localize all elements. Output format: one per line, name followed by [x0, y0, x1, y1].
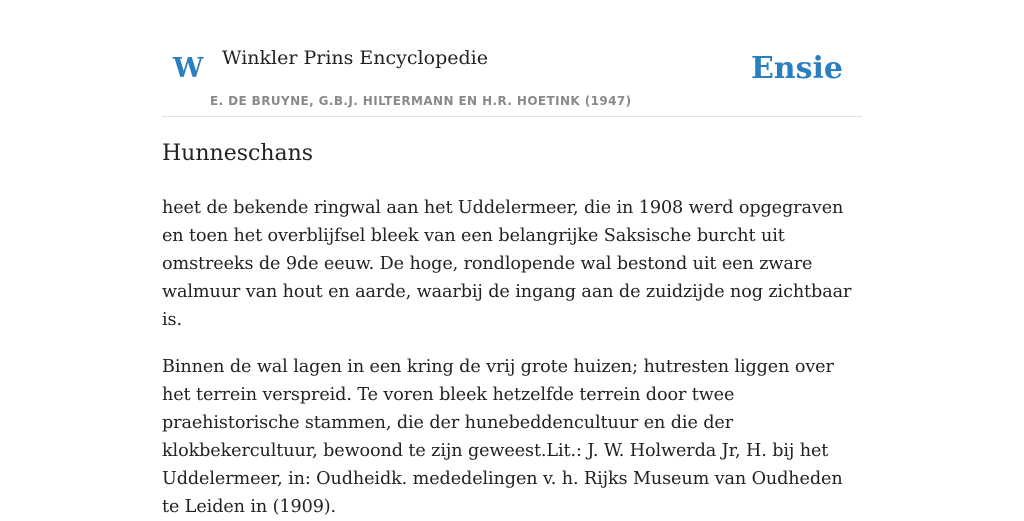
book-header — [162, 0, 862, 117]
article-paragraph: Binnen de wal lagen in een kring de vrij grote huizen; hutresten liggen over het terrein verspreid. Te voren bleek hetzelfde terrein door twee praehistorische stammen, die der hunebeddencultuur en die der klokbekercultuur, bewoond te zijn geweest.Lit.: J. W. Holwerda Jr, H. bij het Uddelermeer, in: Oudheidk. mededelingen v. h. Rijks Museum van Oudheden te Leiden in (1909). — [162, 357, 843, 517]
site-logo[interactable]: Ensie — [750, 51, 843, 86]
book-authors: E. DE BRUYNE, G.B.J. HILTERMANN EN H.R. HOETINK (1947) — [210, 94, 632, 108]
article-title: Hunneschans — [162, 141, 314, 166]
book-title[interactable]: Winkler Prins Encyclopedie — [222, 47, 488, 69]
article-paragraph: heet de bekende ringwal aan het Uddelermeer, die in 1908 werd opgegraven en toen het overblijfsel bleek van een belangrijke Saksische burcht uit omstreeks de 9de eeuw. De hoge, rondlopende wal bestond uit een zware walmuur van hout en aarde, waarbij de ingang aan de zuidzijde nog zichtbaar is. — [162, 198, 852, 330]
article — [162, 136, 862, 521]
book-logo[interactable]: W — [173, 53, 204, 84]
